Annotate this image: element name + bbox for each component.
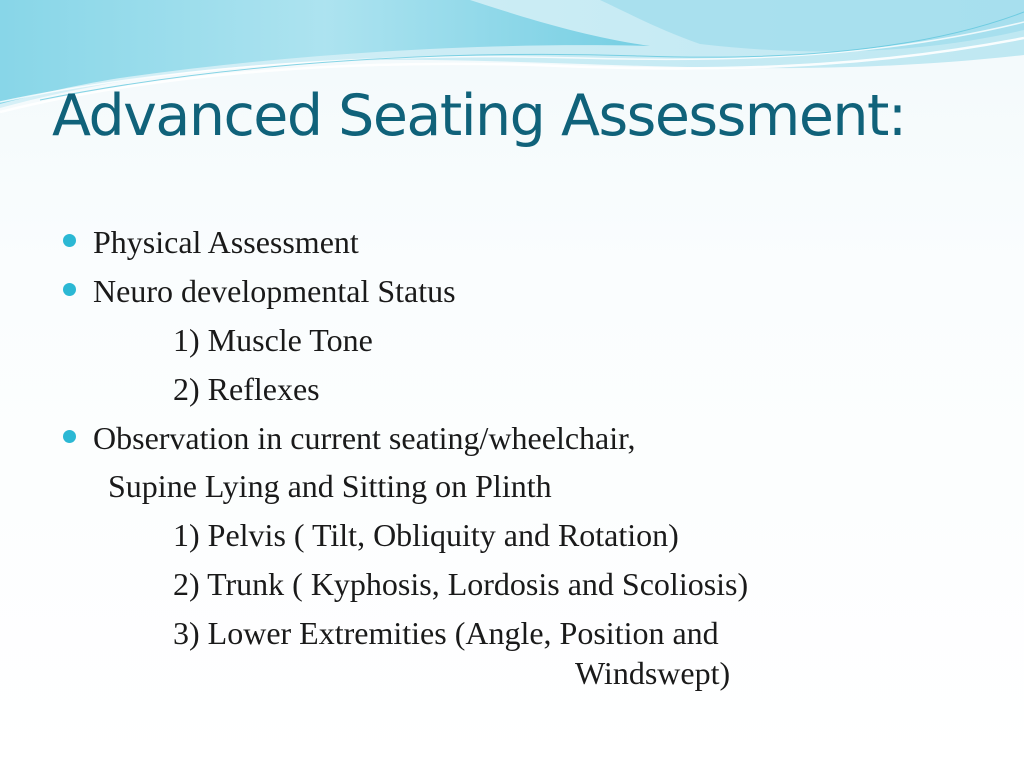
sub-item-muscle-tone: 1) Muscle Tone (173, 322, 373, 358)
bullet-item-neuro-status: Neuro developmental Status (93, 273, 456, 309)
sub-item-trunk: 2) Trunk ( Kyphosis, Lordosis and Scoliosis) (173, 566, 749, 602)
bullet-item-observation-cont: Supine Lying and Sitting on Plinth (108, 468, 552, 504)
bullet-item-observation: Observation in current seating/wheelchair, (93, 420, 636, 456)
slide-title: Advanced Seating Assessment: (52, 83, 906, 149)
sub-item-reflexes: 2) Reflexes (173, 371, 320, 407)
sub-item-lower-extremities-cont: Windswept) (575, 655, 731, 691)
bullet-icon (63, 430, 76, 443)
bullet-item-physical-assessment: Physical Assessment (93, 224, 359, 260)
sub-item-lower-extremities: 3) Lower Extremities (Angle, Position and (173, 615, 719, 651)
bullet-icon (63, 283, 76, 296)
bullet-icon (63, 234, 76, 247)
sub-item-pelvis: 1) Pelvis ( Tilt, Obliquity and Rotation) (173, 517, 679, 553)
